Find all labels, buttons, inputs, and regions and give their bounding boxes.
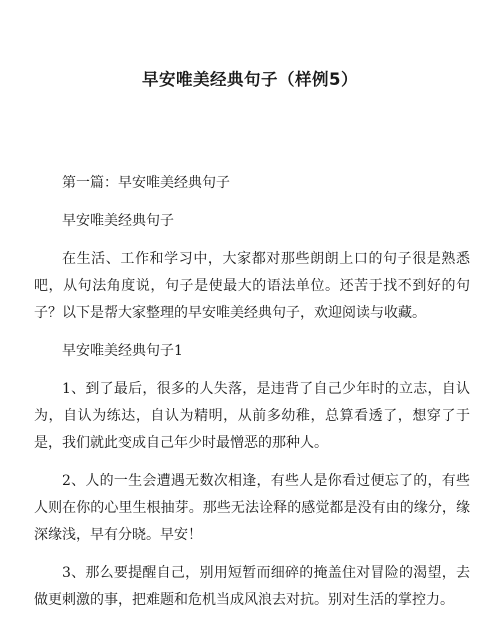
document-title: 早安唯美经典句子（样例5） (142, 70, 358, 89)
quote-paragraph-3: 3、那么要提醒自己，别用短暂而细碎的掩盖住对冒险的渴望，去做更刺激的事，把难题和危机当成风浪去对抗。别对生活的掌控力。 (34, 565, 470, 608)
section-heading: 第一篇：早安唯美经典句子 (62, 175, 230, 191)
intro-paragraph: 在生活、工作和学习中，大家都对那些朗朗上口的句子很是熟悉吧，从句法角度说，句子是使最大的语法单位。还苦于找不到好的句子？以下是帮大家整理的早安唯美经典句子，欢迎阅读与收藏。 (34, 251, 470, 321)
quote-paragraph-1: 1、到了最后，很多的人失落，是违背了自己少年时的立志，自认为，自认为练达，自认为精明，从前多幼稚，总算看透了，想穿了于是，我们就此变成自己年少时最憎恶的那种人。 (34, 381, 470, 451)
document-body (34, 170, 470, 625)
quote-paragraph-2: 2、人的一生会遭遇无数次相逢，有些人是你看过便忘了的，有些人则在你的心里生根抽芽。那些无法诠释的感觉都是没有由的缘分，缘深缘浅，早有分晓。早安！ (34, 473, 470, 543)
subheading: 早安唯美经典句子 (62, 213, 174, 229)
list-heading: 早安唯美经典句子1 (62, 343, 183, 359)
